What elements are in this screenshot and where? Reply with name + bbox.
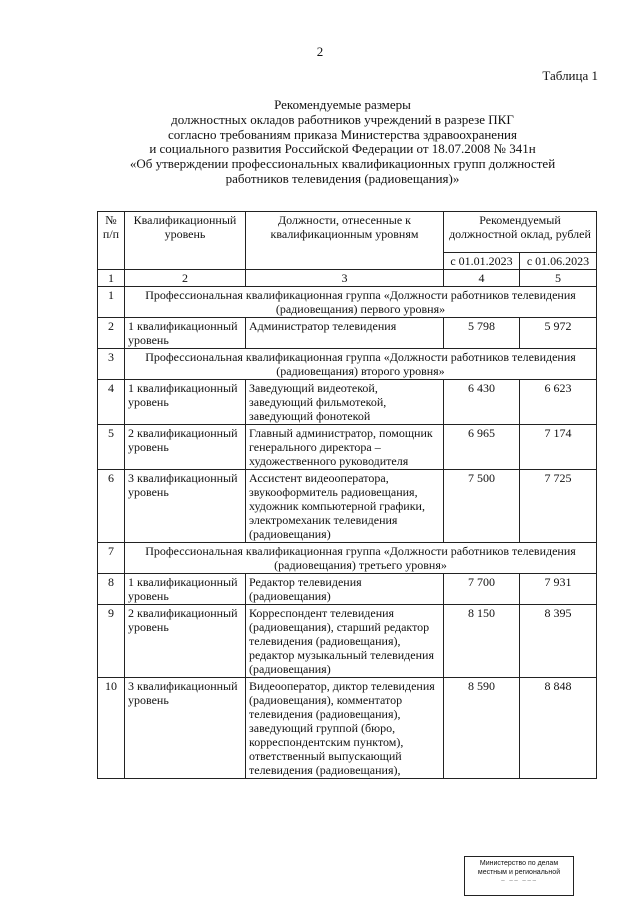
level-cell: 1 квалификационный уровень <box>125 574 246 605</box>
group-row <box>98 543 597 574</box>
salary-2023-06: 8 848 <box>520 678 597 779</box>
salary-2023-06: 8 395 <box>520 605 597 678</box>
salary-2023-06: 7 174 <box>520 425 597 470</box>
column-number-row <box>98 270 597 287</box>
row-number: 1 <box>98 287 125 318</box>
table-row <box>98 425 597 470</box>
row-number: 9 <box>98 605 125 678</box>
level-cell: 1 квалификационный уровень <box>125 318 246 349</box>
table-label: Таблица 1 <box>542 68 598 83</box>
group-title: Профессиональная квалификационная группа «Должности работников телевидения (радиовещания) первого уровня» <box>125 287 597 318</box>
table-row <box>98 574 597 605</box>
header-date-1: с 01.01.2023 <box>444 253 520 270</box>
salary-2023-01: 7 500 <box>444 470 520 543</box>
positions-cell: Видеооператор, диктор телевидения (радиовещания), комментатор телевидения (радиовещания), заведующий группой (бюро, корреспондентским пунктом), ответственный выпускающий телевидения (радиовещания), <box>246 678 444 779</box>
salary-2023-01: 6 430 <box>444 380 520 425</box>
row-number: 7 <box>98 543 125 574</box>
table-row <box>98 605 597 678</box>
level-cell: 1 квалификационный уровень <box>125 380 246 425</box>
level-cell: 3 квалификационный уровень <box>125 470 246 543</box>
salary-2023-06: 7 725 <box>520 470 597 543</box>
document-title <box>70 98 615 187</box>
row-number: 3 <box>98 349 125 380</box>
header-positions: Должности, отнесенные к квалификационным уровням <box>246 212 444 270</box>
row-number: 8 <box>98 574 125 605</box>
group-title: Профессиональная квалификационная группа «Должности работников телевидения (радиовещания) второго уровня» <box>125 349 597 380</box>
header-salary: Рекомендуемый должностной оклад, рублей <box>444 212 597 253</box>
salary-2023-06: 6 623 <box>520 380 597 425</box>
salary-table <box>97 211 597 779</box>
title-line: должностных окладов работников учреждений в разрезе ПКГ <box>171 111 514 127</box>
stamp-line: местным и региональной <box>477 869 561 876</box>
salary-2023-01: 8 590 <box>444 678 520 779</box>
header-level: Квалификационный уровень <box>125 212 246 270</box>
table-row <box>98 678 597 779</box>
table-row <box>98 380 597 425</box>
column-number: 1 <box>98 270 125 287</box>
positions-cell: Заведующий видеотекой, заведующий фильмотекой, заведующий фонотекой <box>246 380 444 425</box>
stamp-line: Министерство по делам <box>479 860 559 867</box>
positions-cell: Ассистент видеооператора, звукооформитель радиовещания, художник компьютерной графики, электромеханик телевидения (радиовещания) <box>246 470 444 543</box>
registration-stamp <box>464 856 574 896</box>
title-line: работников телевидения (радиовещания)» <box>225 170 460 186</box>
positions-cell: Корреспондент телевидения (радиовещания), старший редактор телевидения (радиовещания), редактор музыкальный телевидения (радиовещания) <box>246 605 444 678</box>
header-num: № п/п <box>98 212 125 270</box>
row-number: 4 <box>98 380 125 425</box>
header-date-2: с 01.06.2023 <box>520 253 597 270</box>
title-line: «Об утверждении профессиональных квалификационных групп должностей <box>129 156 556 172</box>
column-number: 3 <box>246 270 444 287</box>
row-number: 6 <box>98 470 125 543</box>
salary-2023-01: 5 798 <box>444 318 520 349</box>
row-number: 2 <box>98 318 125 349</box>
group-row <box>98 349 597 380</box>
positions-cell: Редактор телевидения (радиовещания) <box>246 574 444 605</box>
column-number: 2 <box>125 270 246 287</box>
title-line: согласно требованиям приказа Министерства здравоохранения <box>168 126 517 142</box>
row-number: 5 <box>98 425 125 470</box>
group-row <box>98 287 597 318</box>
group-title: Профессиональная квалификационная группа «Должности работников телевидения (радиовещания) третьего уровня» <box>125 543 597 574</box>
stamp-signature: ~ ~~ ~~~ <box>500 878 538 885</box>
table-row <box>98 470 597 543</box>
column-number: 4 <box>444 270 520 287</box>
salary-2023-01: 8 150 <box>444 605 520 678</box>
column-number: 5 <box>520 270 597 287</box>
level-cell: 3 квалификационный уровень <box>125 678 246 779</box>
table-row <box>98 318 597 349</box>
positions-cell: Администратор телевидения <box>246 318 444 349</box>
salary-2023-01: 7 700 <box>444 574 520 605</box>
title-line: и социального развития Российской Федерации от 18.07.2008 № 341н <box>149 141 536 157</box>
page-number: 2 <box>316 44 324 59</box>
title-line: Рекомендуемые размеры <box>274 97 411 112</box>
level-cell: 2 квалификационный уровень <box>125 425 246 470</box>
salary-2023-01: 6 965 <box>444 425 520 470</box>
level-cell: 2 квалификационный уровень <box>125 605 246 678</box>
header-row <box>98 212 597 253</box>
row-number: 10 <box>98 678 125 779</box>
salary-2023-06: 7 931 <box>520 574 597 605</box>
salary-2023-06: 5 972 <box>520 318 597 349</box>
positions-cell: Главный администратор, помощник генерального директора – художественного руководителя <box>246 425 444 470</box>
